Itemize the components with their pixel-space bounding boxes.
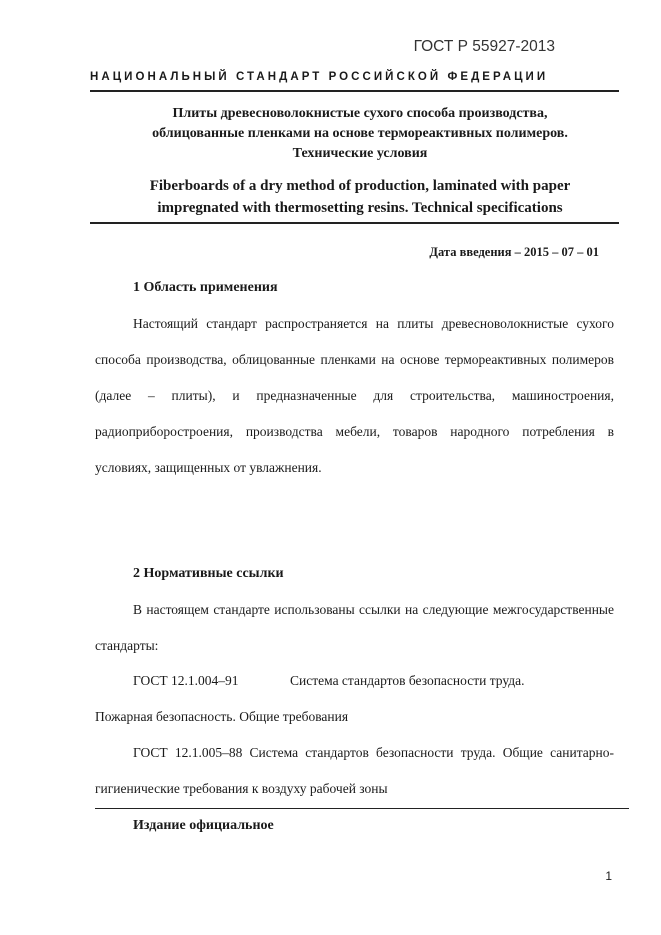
reference-1-title: Система стандартов безопасности труда. <box>290 673 525 688</box>
section-1-paragraph <box>95 306 614 486</box>
page-number: 1 <box>605 869 612 883</box>
footer-rule <box>95 808 629 809</box>
reference-1-code: ГОСТ 12.1.004–91 <box>133 673 239 688</box>
standard-header: НАЦИОНАЛЬНЫЙ СТАНДАРТ РОССИЙСКОЙ ФЕДЕРАЦИИ <box>90 71 549 83</box>
official-edition-label: Издание официальное <box>133 818 274 833</box>
title-english <box>90 175 630 219</box>
header-rule <box>90 90 619 92</box>
title-en-line-1: Fiberboards of a dry method of production, laminated with paper <box>149 178 571 194</box>
title-rule <box>90 222 619 224</box>
section-2-heading: 2 Нормативные ссылки <box>133 566 284 581</box>
document-code: ГОСТ Р 55927-2013 <box>413 38 555 55</box>
title-ru-line-2: облицованные пленками на основе термореактивных полимеров. <box>152 126 568 141</box>
section-1-heading: 1 Область применения <box>133 280 278 295</box>
title-en-line-2: impregnated with thermosetting resins. Technical specifications <box>157 200 563 216</box>
section-1-text: Настоящий стандарт распространяется на плиты древесноволокнистые сухого способа производства, облицованные пленками на основе термореактивных полимеров (далее – плиты), и предназначенные для строительства, машиностроения, радиоприборостроения, производства мебели, товаров народного потребления в условиях, защищенных от увлажнения. <box>95 316 614 475</box>
introduction-date: Дата введения – 2015 – 07 – 01 <box>429 245 599 259</box>
section-2-intro-paragraph <box>95 592 614 664</box>
section-2-intro-text: В настоящем стандарте использованы ссылки на следующие межгосударственные стандарты: <box>95 602 614 653</box>
title-ru-line-1: Плиты древесноволокнистые сухого способа производства, <box>172 106 548 121</box>
reference-1-title-cont: Пожарная безопасность. Общие требования <box>95 709 349 724</box>
title-ru-line-3: Технические условия <box>292 146 428 161</box>
reference-2-text: ГОСТ 12.1.005–88 Система стандартов безопасности труда. Общие санитарно-гигиенические требования к воздуху рабочей зоны <box>95 745 614 796</box>
reference-2-paragraph <box>95 735 614 807</box>
title-russian <box>90 104 630 164</box>
